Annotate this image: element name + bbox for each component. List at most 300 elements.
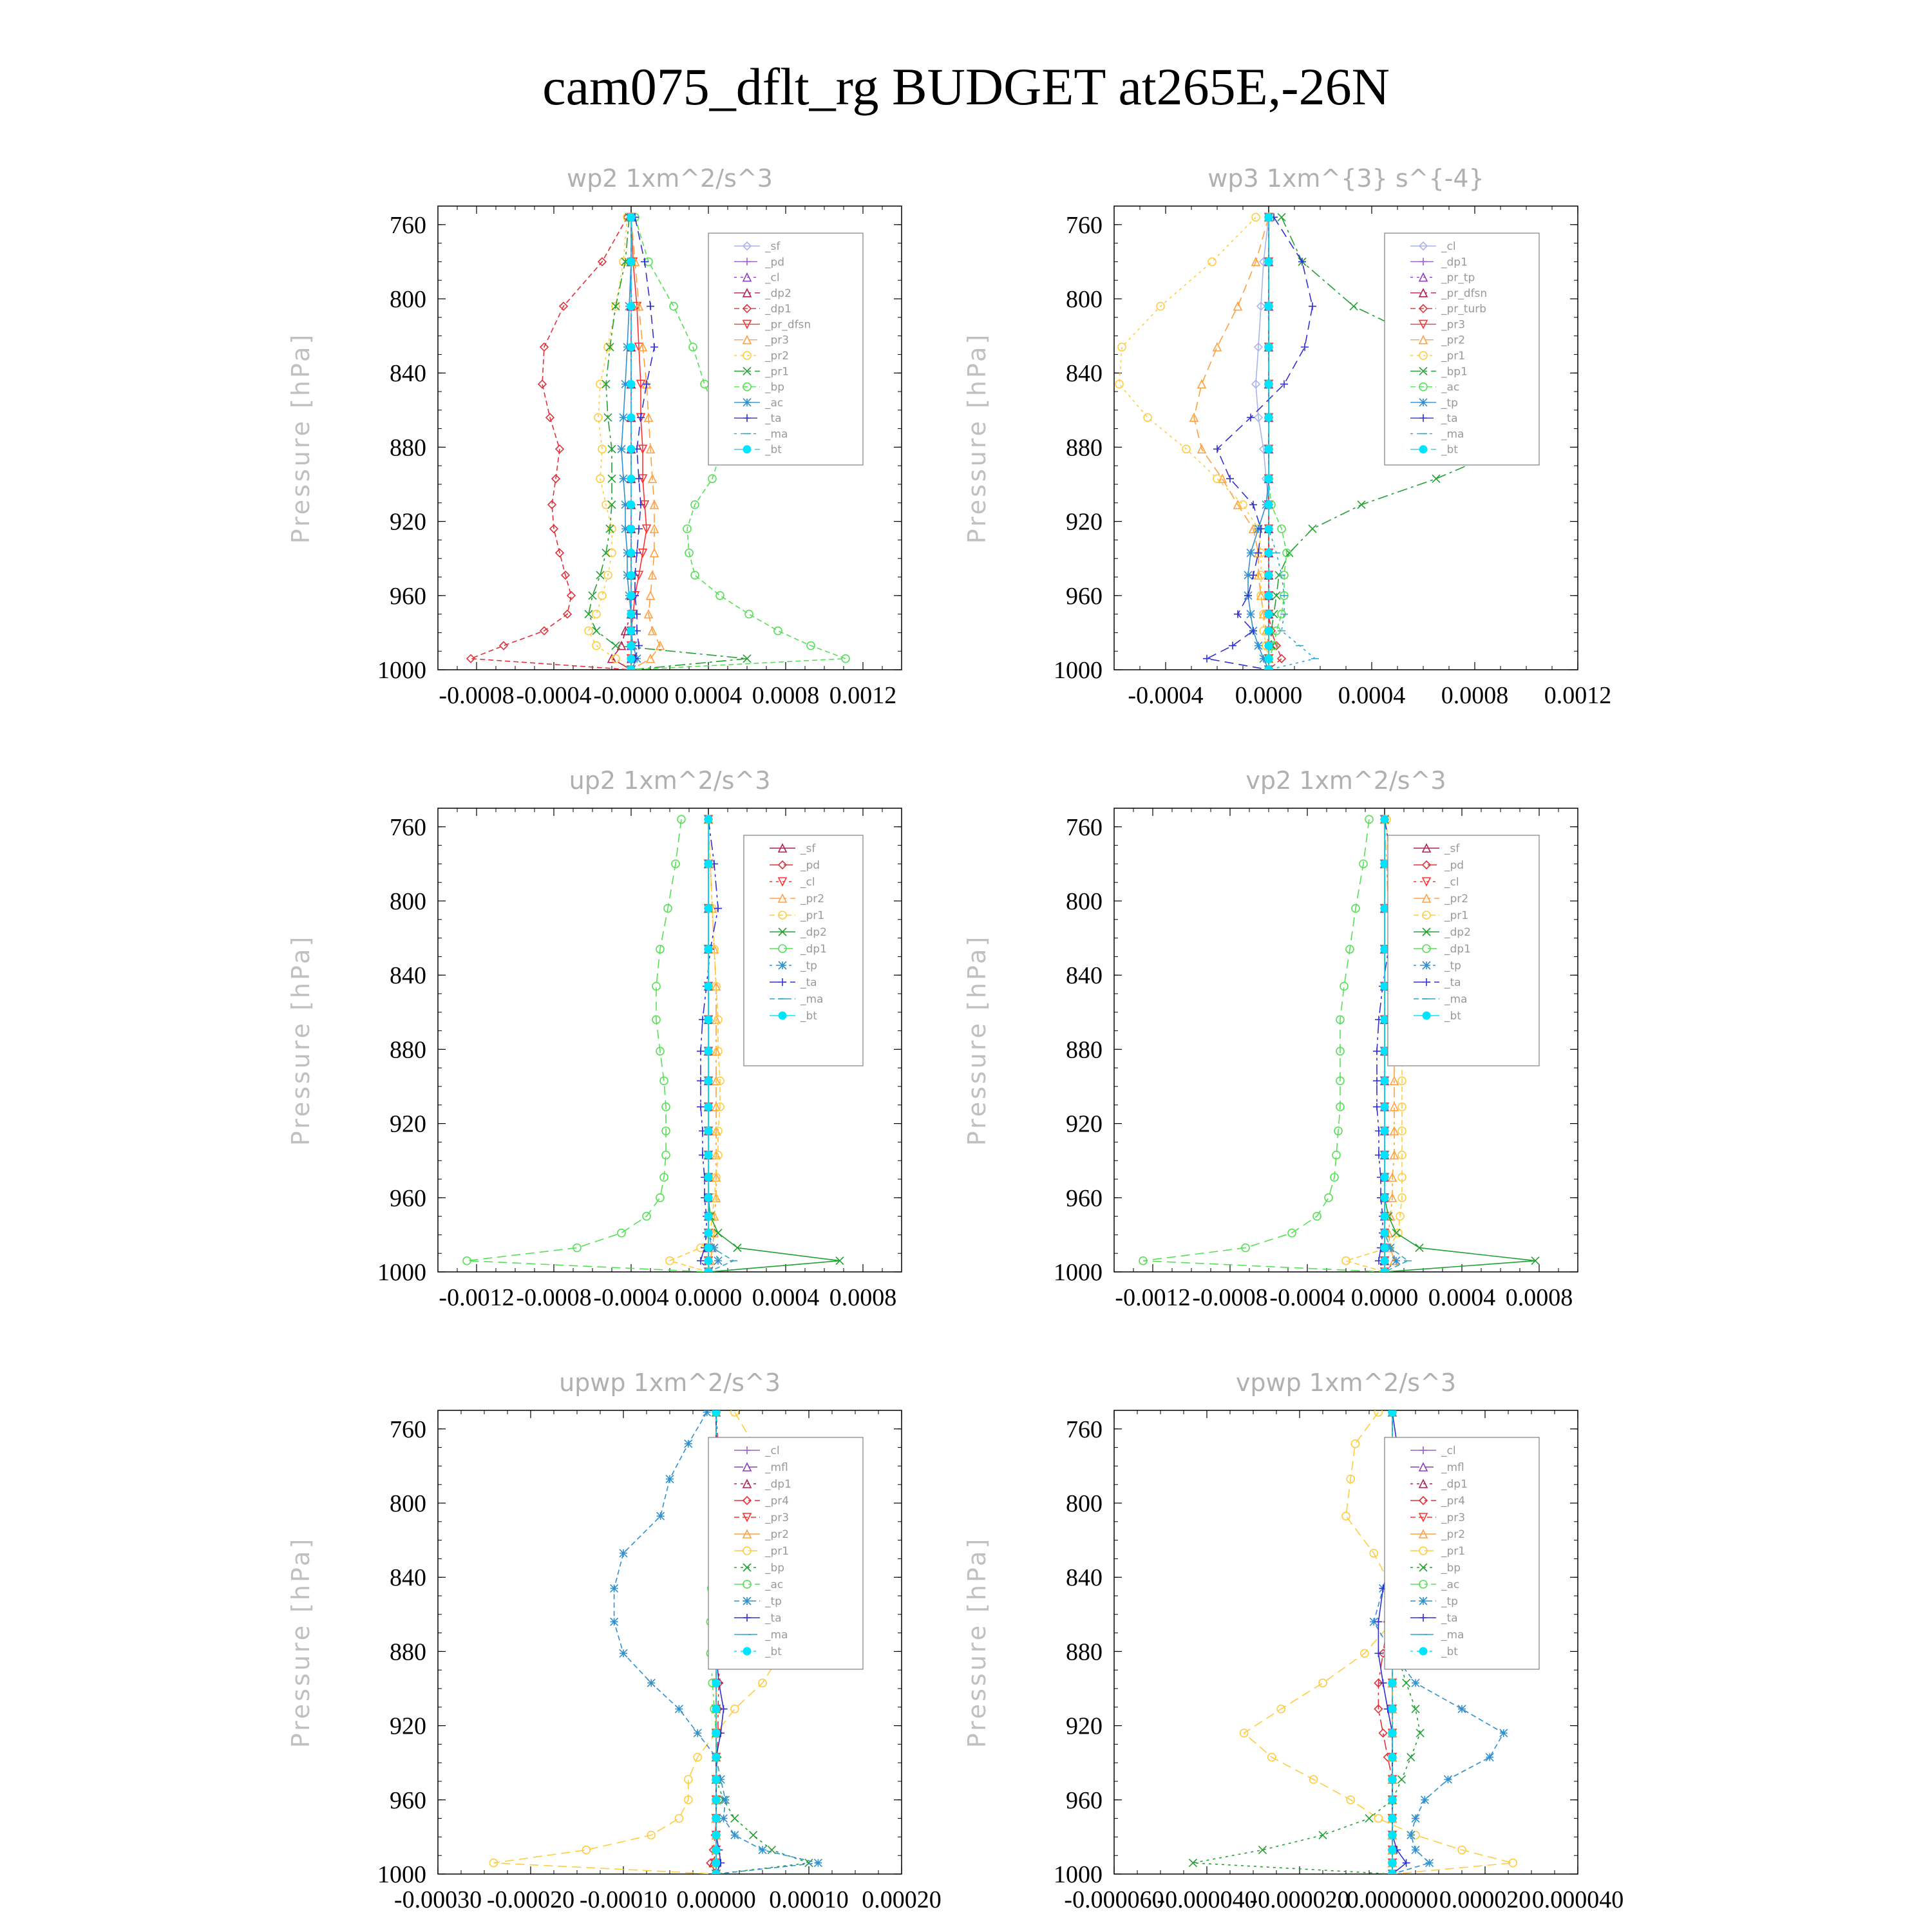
panel-title: wp2 1xm^2/s^3: [567, 164, 773, 193]
data-point: [691, 571, 699, 579]
data-point: [705, 1173, 712, 1181]
data-point: [1381, 1047, 1388, 1055]
data-point: [1265, 666, 1273, 674]
data-point: [705, 1229, 712, 1237]
panel-title: wp3 1xm^{3} s^{-4}: [1208, 164, 1484, 193]
data-point: [627, 413, 635, 421]
legend-label: _cl: [1441, 240, 1456, 253]
data-point: [714, 1229, 722, 1237]
legend-label: _pr_dfsn: [765, 318, 811, 332]
data-point: [1265, 655, 1273, 663]
y-tick-label: 960: [1066, 582, 1103, 610]
data-point: [1258, 1846, 1266, 1854]
legend-label: _ma: [765, 428, 788, 441]
x-tick-label: -0.000040: [1157, 1886, 1257, 1913]
data-point: [592, 611, 600, 618]
x-tick-label: 0.00000: [676, 1886, 756, 1913]
legend-label: _bt: [1441, 1645, 1458, 1658]
legend-marker: [743, 399, 751, 406]
data-point: [1278, 213, 1285, 221]
y-tick-label: 960: [390, 582, 426, 610]
data-point: [500, 642, 507, 650]
legend-label: _bt: [1444, 1010, 1461, 1023]
y-tick-label: 1000: [377, 1259, 426, 1286]
legend-label: _pr2: [1441, 334, 1466, 347]
legend-label: _pr2: [800, 893, 825, 905]
data-point: [1265, 525, 1273, 533]
y-tick-label: 800: [390, 888, 426, 915]
legend-marker: [743, 1597, 751, 1605]
data-point: [1407, 1832, 1415, 1839]
legend-label: _ac: [765, 1578, 784, 1591]
data-point: [1265, 592, 1273, 600]
y-tick-label: 920: [390, 1712, 426, 1740]
data-point: [608, 475, 616, 482]
data-point: [1388, 1754, 1396, 1761]
data-point: [1388, 1408, 1396, 1416]
data-point: [627, 525, 635, 533]
data-point: [1379, 1679, 1387, 1687]
legend-label: _bp: [1441, 1562, 1461, 1575]
data-point: [731, 1832, 739, 1839]
x-tick-label: 0.0004: [674, 682, 743, 709]
series-line: [1143, 819, 1385, 1272]
chart-panel-1: [287, 164, 902, 709]
legend-label: _ta: [765, 412, 782, 426]
y-tick-label: 760: [1066, 211, 1103, 239]
x-tick-label: -0.0012: [1115, 1284, 1191, 1311]
data-point: [1388, 1859, 1396, 1867]
data-point: [589, 592, 596, 600]
data-point: [650, 343, 658, 351]
data-point: [637, 413, 645, 421]
series-line: [708, 819, 734, 1272]
data-point: [627, 571, 635, 579]
legend-marker: [1423, 961, 1430, 969]
y-tick-label: 1000: [1054, 1259, 1103, 1286]
data-point: [611, 1584, 618, 1592]
data-point: [1388, 1846, 1396, 1854]
data-point: [1255, 642, 1262, 650]
panel-title: vp2 1xm^2/s^3: [1245, 766, 1446, 795]
data-point: [1444, 1776, 1452, 1783]
data-point: [731, 1815, 739, 1823]
data-point: [1319, 1832, 1327, 1839]
y-tick-label: 880: [1066, 434, 1103, 462]
data-point: [1273, 592, 1280, 600]
data-point: [1426, 1859, 1434, 1867]
x-tick-label: 0.0012: [1544, 682, 1612, 709]
figure-title: cam075_dflt_rg BUDGET at265E,-26N: [542, 57, 1390, 116]
data-point: [1432, 475, 1440, 482]
data-point: [1247, 611, 1255, 618]
legend-label: _bt: [1441, 443, 1458, 457]
data-point: [1388, 1870, 1396, 1878]
data-point: [627, 213, 635, 221]
data-point: [1381, 860, 1388, 867]
x-tick-label: 0.0004: [1338, 682, 1406, 709]
x-tick-label: 0.0012: [829, 682, 897, 709]
data-point: [627, 501, 635, 509]
legend-marker: [743, 446, 751, 453]
data-point: [1365, 1815, 1373, 1823]
legend-label: _pr_dfsn: [1441, 287, 1488, 300]
data-point: [705, 860, 712, 867]
data-point: [1265, 642, 1273, 650]
legend-label: _pr_turb: [1441, 303, 1487, 316]
data-point: [596, 571, 604, 579]
legend-label: _ta: [1441, 1612, 1458, 1625]
legend-label: _tp: [1444, 960, 1461, 972]
data-point: [620, 413, 627, 421]
data-point: [1265, 475, 1273, 482]
data-point: [627, 611, 635, 618]
data-point: [1412, 1815, 1419, 1823]
x-tick-label: 0.0008: [752, 682, 820, 709]
data-point: [697, 1077, 705, 1084]
x-tick-label: -0.0004: [516, 682, 592, 709]
data-point: [731, 1705, 739, 1713]
y-tick-label: 800: [1066, 888, 1103, 915]
data-point: [1374, 1618, 1382, 1625]
data-point: [1381, 1127, 1388, 1135]
data-point: [1265, 213, 1273, 221]
x-tick-label: 0.00020: [862, 1886, 942, 1913]
data-point: [612, 655, 620, 663]
y-tick-label: 880: [390, 1036, 426, 1064]
data-point: [1381, 982, 1388, 990]
legend-marker: [743, 1647, 751, 1655]
data-point: [1265, 258, 1273, 265]
x-tick-label: 0.0004: [752, 1284, 820, 1311]
data-point: [1203, 655, 1211, 663]
x-tick-label: -0.0000: [593, 682, 669, 709]
legend-label: _pr4: [765, 1495, 790, 1508]
data-point: [1118, 343, 1126, 351]
legend-label: _dp1: [765, 303, 791, 316]
y-axis-label: Pressure [hPa]: [287, 1536, 315, 1748]
data-point: [618, 445, 625, 453]
data-point: [768, 1846, 775, 1854]
data-point: [759, 1846, 766, 1854]
y-tick-label: 880: [390, 434, 426, 462]
y-tick-label: 960: [1066, 1184, 1103, 1212]
data-point: [627, 592, 635, 600]
data-point: [712, 1754, 720, 1761]
legend-label: _sf: [1444, 842, 1460, 855]
data-point: [697, 1103, 705, 1111]
data-point: [1381, 1244, 1388, 1252]
legend-label: _pr3: [1441, 1511, 1466, 1524]
legend-marker: [1423, 1012, 1430, 1019]
legend-label: _ta: [1441, 412, 1458, 426]
legend-label: _tp: [765, 1595, 782, 1608]
data-point: [705, 1077, 712, 1084]
data-point: [585, 611, 592, 618]
data-point: [627, 303, 635, 310]
y-tick-label: 760: [390, 813, 426, 841]
data-point: [712, 1832, 720, 1839]
data-point: [1325, 1194, 1332, 1202]
y-tick-label: 960: [390, 1184, 426, 1212]
data-point: [1388, 1705, 1396, 1713]
legend-label: _sf: [800, 842, 816, 855]
series-line: [471, 217, 631, 670]
y-tick-label: 960: [1066, 1786, 1103, 1814]
x-tick-label: 0.0008: [1505, 1284, 1573, 1311]
x-tick-label: -0.000020: [1249, 1886, 1350, 1913]
data-point: [1388, 1679, 1396, 1687]
data-point: [712, 1729, 720, 1737]
data-point: [627, 549, 635, 557]
data-point: [538, 380, 546, 388]
legend-label: _cl: [1441, 1444, 1456, 1457]
data-point: [1412, 1679, 1419, 1687]
data-point: [714, 1257, 722, 1265]
chart-panel-3: [287, 766, 902, 1311]
y-tick-label: 800: [1066, 1490, 1103, 1517]
data-point: [1208, 258, 1216, 265]
legend-label: _pr3: [765, 334, 790, 347]
y-axis-label: Pressure [hPa]: [963, 1536, 991, 1748]
data-point: [1407, 1754, 1415, 1761]
data-point: [627, 627, 635, 635]
data-point: [627, 475, 635, 482]
legend: [708, 233, 863, 465]
data-point: [805, 1859, 813, 1867]
legend-label: _ac: [1441, 381, 1460, 394]
legend-label: _pd: [765, 256, 785, 269]
data-point: [1421, 1796, 1428, 1804]
legend: [1388, 835, 1539, 1066]
legend-label: _ac: [765, 396, 784, 410]
data-point: [1381, 905, 1388, 913]
legend-label: _tp: [800, 960, 817, 972]
data-point: [1265, 413, 1273, 421]
data-point: [1381, 1229, 1388, 1237]
y-tick-label: 920: [1066, 508, 1103, 536]
data-point: [1247, 549, 1255, 557]
data-point: [712, 1679, 720, 1687]
y-tick-label: 880: [1066, 1036, 1103, 1064]
data-point: [712, 1776, 720, 1783]
series-line: [1248, 217, 1269, 670]
data-point: [705, 1257, 712, 1265]
data-point: [1392, 1257, 1400, 1265]
legend-label: _dp1: [1441, 1478, 1468, 1491]
data-point: [1381, 1103, 1388, 1111]
data-point: [694, 1729, 701, 1737]
data-point: [1388, 1776, 1396, 1783]
data-point: [705, 815, 712, 823]
legend-label: _ac: [1441, 1578, 1460, 1591]
data-point: [712, 1846, 720, 1854]
data-point: [705, 1016, 712, 1023]
data-point: [705, 1151, 712, 1159]
chart-panel-6: [963, 1368, 1624, 1913]
data-point: [712, 1859, 720, 1867]
data-point: [1381, 1077, 1388, 1084]
data-point: [705, 1127, 712, 1135]
y-axis-label: Pressure [hPa]: [287, 332, 315, 544]
legend-label: _dp1: [1444, 943, 1471, 956]
data-point: [637, 501, 645, 509]
legend-label: _pr2: [765, 1528, 790, 1541]
y-tick-label: 840: [1066, 360, 1103, 388]
legend-label: _sf: [765, 240, 781, 253]
legend-label: _pr2: [1441, 1528, 1466, 1541]
data-point: [598, 445, 606, 453]
y-tick-label: 800: [1066, 286, 1103, 313]
data-point: [627, 258, 635, 265]
legend-label: _pr1: [765, 365, 790, 379]
legend-label: _pr3: [1441, 318, 1466, 332]
legend-label: _pr1: [800, 909, 825, 922]
data-point: [1388, 1796, 1396, 1804]
x-tick-label: -0.0004: [1128, 682, 1204, 709]
panel-title: vpwp 1xm^2/s^3: [1235, 1368, 1457, 1397]
data-point: [647, 1679, 655, 1687]
y-tick-label: 880: [390, 1638, 426, 1666]
data-point: [620, 1549, 627, 1557]
data-point: [1392, 1229, 1400, 1237]
data-point: [1265, 627, 1273, 635]
legend-label: _bp: [765, 381, 785, 394]
data-point: [1213, 343, 1221, 351]
data-point: [598, 592, 606, 600]
legend-label: _ta: [800, 976, 817, 989]
data-point: [1373, 1077, 1381, 1084]
y-tick-label: 1000: [1054, 657, 1103, 684]
data-point: [1381, 1257, 1388, 1265]
legend-label: _tp: [1441, 1595, 1458, 1608]
data-point: [1198, 380, 1206, 388]
data-point: [635, 475, 643, 482]
y-tick-label: 840: [1066, 962, 1103, 990]
x-tick-label: 0.0008: [1441, 682, 1509, 709]
data-point: [1381, 1173, 1388, 1181]
x-tick-label: -0.0012: [439, 1284, 515, 1311]
legend-marker: [1419, 1647, 1427, 1655]
data-point: [745, 611, 753, 618]
legend-label: _ma: [765, 1629, 788, 1642]
legend-marker: [1419, 446, 1427, 453]
data-point: [1358, 501, 1365, 509]
legend-marker: [1419, 1597, 1427, 1605]
data-point: [1144, 413, 1151, 421]
data-point: [675, 1815, 683, 1823]
legend-label: _ma: [1441, 428, 1464, 441]
data-point: [675, 1705, 683, 1713]
data-point: [1458, 1705, 1466, 1713]
data-point: [1342, 1257, 1350, 1265]
data-point: [705, 1194, 712, 1202]
data-point: [627, 655, 635, 663]
legend-label: _ta: [765, 1612, 782, 1625]
data-point: [618, 1229, 625, 1237]
legend-label: _cl: [1444, 876, 1459, 889]
legend-label: _pr4: [1441, 1495, 1466, 1508]
data-point: [697, 1047, 705, 1055]
data-point: [712, 1408, 720, 1416]
y-tick-label: 760: [1066, 813, 1103, 841]
data-point: [1397, 1776, 1405, 1783]
data-point: [620, 475, 627, 482]
data-point: [703, 1408, 711, 1416]
data-point: [705, 1268, 712, 1276]
data-point: [647, 303, 654, 310]
legend-label: _pd: [1444, 859, 1464, 872]
data-point: [1486, 1754, 1493, 1761]
data-point: [1374, 1649, 1382, 1657]
data-point: [1342, 1512, 1350, 1520]
x-tick-label: 0.000000: [1346, 1886, 1439, 1913]
legend-label: _tp: [1441, 396, 1458, 410]
y-tick-label: 760: [1066, 1416, 1103, 1443]
y-tick-label: 800: [390, 1490, 426, 1517]
x-tick-label: -0.00020: [486, 1886, 575, 1913]
data-point: [712, 1796, 720, 1804]
legend-label: _dp1: [1441, 256, 1468, 269]
legend: [1385, 233, 1539, 465]
data-point: [712, 1815, 720, 1823]
legend-label: _pr1: [765, 1545, 790, 1558]
legend-label: _mfl: [765, 1461, 788, 1474]
data-point: [705, 905, 712, 913]
chart-panel-5: [287, 1368, 942, 1913]
data-point: [1265, 343, 1273, 351]
data-point: [1500, 1729, 1508, 1737]
data-point: [1309, 303, 1316, 310]
x-tick-label: -0.0004: [593, 1284, 669, 1311]
data-point: [635, 525, 643, 533]
x-tick-label: -0.0008: [516, 1284, 592, 1311]
data-point: [627, 380, 635, 388]
data-point: [712, 1870, 720, 1878]
y-tick-label: 840: [390, 360, 426, 388]
y-tick-label: 960: [390, 1786, 426, 1814]
legend: [708, 1437, 863, 1669]
data-point: [1381, 1016, 1388, 1023]
series-line: [631, 217, 647, 670]
y-axis-label: Pressure [hPa]: [287, 934, 315, 1146]
data-point: [611, 1618, 618, 1625]
data-point: [1388, 1815, 1396, 1823]
data-point: [627, 445, 635, 453]
data-point: [1265, 501, 1273, 509]
data-point: [701, 380, 708, 388]
x-tick-label: 0.0000: [1350, 1284, 1419, 1311]
data-point: [1381, 945, 1388, 953]
legend-label: _dp1: [800, 943, 827, 956]
data-point: [1234, 303, 1242, 310]
data-point: [1373, 1103, 1381, 1111]
legend-label: _bt: [765, 443, 782, 457]
data-point: [1381, 1194, 1388, 1202]
data-point: [814, 1859, 822, 1867]
data-point: [670, 303, 677, 310]
legend: [1385, 1437, 1539, 1669]
data-point: [620, 1649, 627, 1657]
y-axis-label: Pressure [hPa]: [963, 934, 991, 1146]
data-point: [656, 1194, 664, 1202]
y-tick-label: 840: [1066, 1564, 1103, 1592]
legend-label: _pr3: [765, 1511, 790, 1524]
legend-label: _dp2: [765, 287, 791, 300]
y-tick-label: 840: [390, 1564, 426, 1592]
y-tick-label: 760: [390, 211, 426, 239]
y-tick-label: 920: [390, 1110, 426, 1138]
